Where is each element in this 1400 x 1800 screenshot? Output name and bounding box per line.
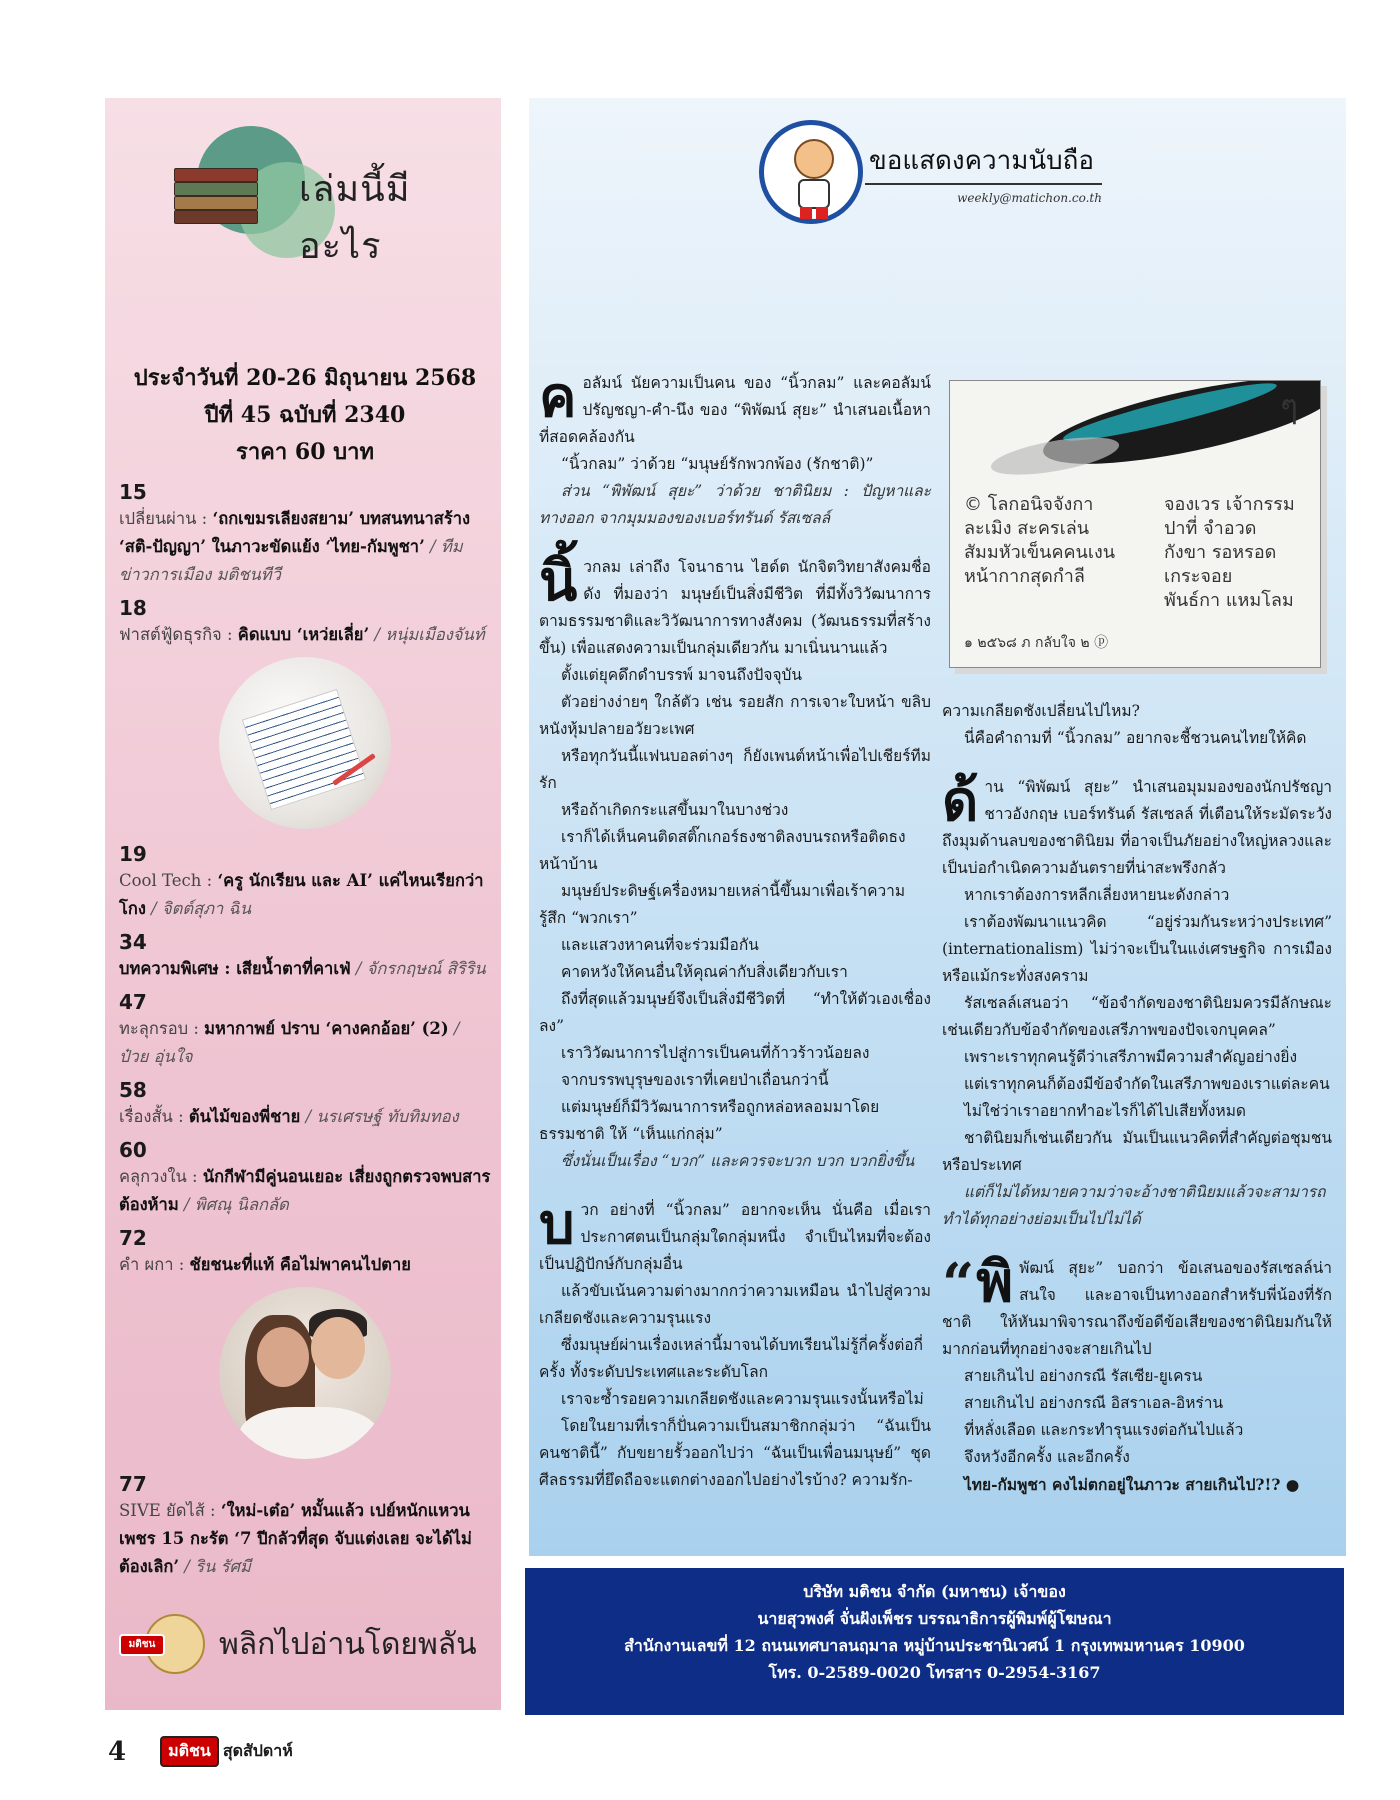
- paragraph-text: ไม่ใช่ว่าเราอยากทำอะไรก็ได้ไปเสียทั้งหมด: [964, 1102, 1246, 1120]
- letter-paragraph: [942, 1071, 1332, 1098]
- toc-page-number: 34: [119, 930, 147, 954]
- toc-page-number: 72: [119, 1226, 147, 1250]
- letter-paragraph: [942, 769, 1332, 882]
- toc-page-number: 58: [119, 1078, 147, 1102]
- paragraph-text: พัฒน์ สุยะ” บอกว่า ข้อเสนอของรัสเซลล์น่าสนใจ และอาจเป็นทางออกสำหรับพี่น้องที่รักชาติ ให้หันมาพิจารณาถึงข้อดีข้อเสียของชาตินิยมกันให้มากก่อนที่ทุกอย่างจะสายเกินไป: [942, 1259, 1332, 1358]
- artwork-corner-mark: ๆ: [1280, 387, 1299, 427]
- letter-paragraph: [942, 882, 1332, 909]
- letter-paragraph: [539, 662, 931, 689]
- paragraph-text: าน “พิพัฒน์ สุยะ” นำเสนอมุมมองของนักปรัชญาชาวอังกฤษ เบอร์ทรันด์ รัสเซลล์ ที่เตือนให้ระมัดระวัง ถึงมุมด้านลบของชาตินิยม ที่อาจเป็นภัยอย่างใหญ่หลวงและเป็นบ่อกำเนิดความอันตรายที่น่าสะพรึงกลัว: [942, 778, 1332, 877]
- publisher-phone: โทร. 0-2589-0020 โทรสาร 0-2954-3167: [768, 1663, 1101, 1682]
- paragraph-text: นี่คือคำถามที่ “นิ้วกลม” อยากจะชี้ชวนคนไทยให้คิด: [964, 729, 1307, 747]
- books-icon: [174, 168, 264, 238]
- page-footer: [108, 1736, 293, 1767]
- toc-section: ฟาสต์ฟู้ดธุรกิจ :: [119, 625, 233, 644]
- letter-paragraph: [942, 725, 1332, 752]
- paragraph-text: มนุษย์ประดิษฐ์เครื่องหมายเหล่านี้ขึ้นมาเพื่อเร้าความรู้สึก “พวกเรา”: [539, 882, 906, 927]
- toc-title: ‘ใหม่-เต๋อ’ หมั้นแล้ว เปย์หนักแหวนเพชร 15 กะรัต ‘7 ปีกลัวที่สุด จับแต่งเลย จะได้ไม่ต้องเลิก’: [119, 1501, 472, 1576]
- letter-paragraph: [942, 1179, 1332, 1233]
- letter-paragraph: [539, 878, 931, 932]
- publisher-address: สำนักงานเลขที่ 12 ถนนเทศบาลนฤมาล หมู่บ้านประชานิเวศน์ 1 กรุงเทพมหานคร 10900: [624, 1636, 1245, 1655]
- toc-title: ‘ถกเขมรเลียงสยาม’ บทสนทนาสร้าง ‘สติ-ปัญญา’ ในภาวะขัดแย้ง ‘ไทย-กัมพูชา’: [119, 509, 471, 556]
- publisher-owner: บริษัท มติชน จำกัด (มหาชน) เจ้าของ: [803, 1582, 1066, 1601]
- publisher-editor: นายสุวพงศ์ จั่นฝังเพ็ชร บรรณาธิการผู้พิมพ์ผู้โฆษณา: [757, 1609, 1112, 1628]
- section-gap: [942, 752, 1332, 774]
- letter-paragraph: [539, 1067, 931, 1094]
- paragraph-text: ถึงที่สุดแล้วมนุษย์จึงเป็นสิ่งมีชีวิตที่ “ทำให้ตัวเองเชื่องลง”: [539, 990, 931, 1035]
- letter-paragraph: [539, 549, 931, 662]
- toc-entry[interactable]: [119, 1471, 491, 1581]
- paragraph-text: เราก็ได้เห็นคนติดสติ๊กเกอร์ธงชาติลงบนรถหรือติดธงหน้าบ้าน: [539, 828, 906, 873]
- table-of-contents: [119, 479, 491, 1581]
- paragraph-text: จากบรรพบุรุษของเราที่เคยป่าเถื่อนกว่านี้: [561, 1071, 829, 1089]
- letter-paragraph: [942, 1471, 1332, 1498]
- letter-paragraph: [539, 1192, 931, 1278]
- letter-paragraph: [942, 1363, 1332, 1390]
- letter-paragraph: [942, 1098, 1332, 1125]
- letter-paragraph: [539, 1148, 931, 1175]
- letter-paragraph: [539, 365, 931, 451]
- letter-paragraph: [942, 990, 1332, 1044]
- paragraph-text: คาดหวังให้คนอื่นให้คุณค่ากับสิ่งเดียวกับเรา: [561, 963, 848, 981]
- drop-cap: พิ: [976, 1250, 1014, 1315]
- paragraph-text: ซึ่งนั่นเป็นเรื่อง “บวก” และควรจะบวก บวก บวกยิ่งขึ้น: [561, 1152, 915, 1170]
- drop-cap: ด้: [942, 769, 979, 834]
- paragraph-text: ส่วน “พิพัฒน์ สุยะ” ว่าด้วย ชาตินิยม : ปัญหาและทางออก จากมุมมองของเบอร์ทรันด์ รัสเซลล์: [539, 482, 931, 527]
- toc-page-number: 77: [119, 1472, 147, 1496]
- section-gap: [539, 532, 931, 554]
- toc-title: นักกีฬามีคู่นอนเยอะ เสี่ยงถูกตรวจพบสารต้องห้าม: [119, 1167, 491, 1214]
- paragraph-text: ซึ่งมนุษย์ผ่านเรื่องเหล่านี้มาจนได้บทเรียนไม่รู้กี่ครั้งต่อกี่ครั้ง ทั้งระดับประเทศและระดับโลก: [539, 1336, 923, 1381]
- toc-title: ‘ครู นักเรียน และ AI’ แค่ไหนเรียกว่าโกง: [119, 871, 484, 918]
- toc-section: ทะลุกรอบ :: [119, 1019, 199, 1038]
- toc-author: / หนุ่มเมืองจันท์: [374, 625, 485, 644]
- issue-date: ประจำวันที่ 20-26 มิถุนายน 2568: [133, 365, 477, 391]
- issue-info: [119, 360, 491, 471]
- letter-paragraph: [539, 451, 931, 478]
- toc-page-number: 60: [119, 1138, 147, 1162]
- letters-section: [529, 98, 1346, 1556]
- toc-author: / จิตต์สุภา ฉิน: [151, 899, 252, 918]
- letter-paragraph: [539, 824, 931, 878]
- paragraph-text: โดยในยามที่เราก็ปั่นความเป็นสมาชิกกลุ่มว่า “ฉันเป็นคนชาตินี้” กับขยายรั้วออกไปว่า “ฉันเป็นเพื่อนมนุษย์” ชุดศีลธรรมที่ยึดถือจะแตกต่างออกไปอย่างไรบ้าง? ความรัก-: [539, 1417, 931, 1489]
- paragraph-text: “นิ้วกลม” ว่าด้วย “มนุษย์รักพวกพ้อง (รักชาติ)”: [561, 455, 874, 473]
- letter-paragraph: [942, 1125, 1332, 1179]
- toc-title: คิดแบบ ‘เหว่ยเลี่ย’: [237, 625, 370, 644]
- paragraph-text: แต่เราทุกคนก็ต้องมีข้อจำกัดในเสรีภาพของเราแต่ละคน: [964, 1075, 1330, 1093]
- toc-author: / ทีมข่าวการเมือง มติชนทีวี: [119, 537, 463, 584]
- paragraph-text: และแสวงหาคนที่จะร่วมมือกัน: [561, 936, 759, 954]
- toc-section: SIVE ยัดไส้ :: [119, 1501, 216, 1520]
- paragraph-text: เราจะซ้ำรอยความเกลียดชังและความรุนแรงนั้นหรือไม่: [561, 1390, 924, 1408]
- mascot-icon: [128, 1614, 205, 1674]
- paragraph-text: เราต้องพัฒนาแนวคิด “อยู่ร่วมกันระหว่างประเทศ” (internationalism) ไม่ว่าจะเป็นในแง่เศรษฐกิจ การเมือง หรือแม้กระทั่งสงคราม: [942, 913, 1332, 985]
- letter-column-2: [942, 698, 1332, 1498]
- handwritten-artwork: [949, 380, 1321, 668]
- toc-title: บทความพิเศษ : เสียน้ำตาที่คาเฟ่: [119, 959, 351, 978]
- letter-paragraph: [942, 1417, 1332, 1444]
- toc-section: Cool Tech :: [119, 871, 213, 890]
- paragraph-text: เพราะเราทุกคนรู้ดีว่าเสรีภาพมีความสำคัญอย่างยิ่ง: [964, 1048, 1298, 1066]
- flip-to-read-note: [128, 1614, 477, 1674]
- contents-title: เล่มนี้มีอะไร: [299, 169, 411, 267]
- paragraph-text: รัสเซลล์เสนอว่า “ข้อจำกัดของชาตินิยมควรมีลักษณะเช่นเดียวกับข้อจำกัดของเสรีภาพของปัจเจกบุคคล”: [942, 994, 1332, 1039]
- paragraph-text: แต่มนุษย์ก็มีวิวัฒนาการหรือถูกหล่อหลอมมาโดยธรรมชาติ ให้ “เห็นแก่กลุ่ม”: [539, 1098, 880, 1143]
- paragraph-text: สายเกินไป อย่างกรณี รัสเซีย-ยูเครน: [964, 1367, 1203, 1385]
- toc-entry[interactable]: [119, 479, 491, 589]
- toc-title: มหากาพย์ ปราบ ‘คางคกอ้อย’ (2): [204, 1019, 449, 1038]
- letter-paragraph: [942, 1390, 1332, 1417]
- letter-paragraph: [942, 909, 1332, 990]
- toc-author: / พิศณุ นิลกลัด: [183, 1195, 289, 1214]
- toc-title: ต้นไม้ของพี่ชาย: [188, 1107, 301, 1126]
- issue-price: ราคา 60 บาท: [236, 439, 374, 465]
- paragraph-text: แล้วขับเน้นความต่างมากกว่าความเหมือน นำไปสู่ความเกลียดชังและความรุนแรง: [539, 1282, 931, 1327]
- letters-title: ขอแสดงความนับถือ: [865, 140, 1102, 185]
- toc-page-number: 47: [119, 990, 147, 1014]
- toc-entry[interactable]: [119, 989, 491, 1071]
- paragraph-text: หรือถ้าเกิดกระแสขึ้นมาในบางช่วง: [561, 801, 789, 819]
- toc-entry[interactable]: [119, 1137, 491, 1219]
- toc-entry[interactable]: [119, 929, 491, 983]
- letter-paragraph: [539, 986, 931, 1040]
- toc-entry[interactable]: [119, 1225, 491, 1279]
- letter-paragraph: [539, 932, 931, 959]
- letter-paragraph: [539, 1094, 931, 1148]
- letters-header: [759, 120, 1102, 224]
- toc-page-number: 19: [119, 842, 147, 866]
- paragraph-text: วกลม เล่าถึง โจนาธาน ไฮด์ต นักจิตวิทยาสังคมชื่อดัง ที่มองว่า มนุษย์เป็นสิ่งมีชีวิต ที่มีทั้งวิวัฒนาการตามธรรมชาติและวิวัฒนาการทางสังคม (วัฒนธรรมที่สร้างขึ้น) เพื่อแสดงความเป็นกลุ่มเดียวกัน มาเนิ่นนานแล้ว: [539, 558, 931, 657]
- letter-paragraph: [942, 1044, 1332, 1071]
- letter-paragraph: [539, 1413, 931, 1494]
- paragraph-text: แต่ก็ไม่ได้หมายความว่าจะอ้างชาตินิยมแล้วจะสามารถทำได้ทุกอย่างย่อมเป็นไปไม่ได้: [942, 1183, 1326, 1228]
- drop-cap: ค: [539, 365, 577, 430]
- contents-header: [119, 98, 491, 267]
- letter-paragraph: [539, 959, 931, 986]
- toc-entry[interactable]: [119, 595, 491, 649]
- paragraph-text: ที่หลั่งเลือด และกระทำรุนแรงต่อกันไปแล้ว: [964, 1421, 1244, 1439]
- paragraph-text: ตั้งแต่ยุคดึกดำบรรพ์ มาจนถึงปัจจุบัน: [561, 666, 802, 684]
- mascot-boy-icon: [759, 120, 863, 224]
- paragraph-text: สายเกินไป อย่างกรณี อิสราเอล-อิหร่าน: [964, 1394, 1224, 1412]
- artwork-verse-right: จองเวร เจ้ากรรม ปาที่ จำอวด กังขา รอหรอด เกระจอย พันธ์กา แหมโลม: [1164, 494, 1295, 611]
- flip-note-text: พลิกไปอ่านโดยพลัน: [219, 1626, 477, 1662]
- publisher-info: [525, 1568, 1344, 1715]
- toc-author: / ริน รัศมี: [184, 1557, 251, 1576]
- paragraph-text: เราวิวัฒนาการไปสู่การเป็นคนที่ก้าวร้าวน้อยลง: [561, 1044, 870, 1062]
- artwork-verse-left: © โลกอนิจจังกา ละเมิง สะครเล่น สัมมหัวเข็นคคนเงน หน้ากากสุดกำลี: [964, 494, 1116, 587]
- notebook-writing-photo: [219, 657, 391, 829]
- letter-paragraph: [942, 1444, 1332, 1471]
- letter-paragraph: [942, 1250, 1332, 1363]
- paragraph-text: จึงหวังอีกครั้ง และอีกครั้ง: [964, 1448, 1130, 1466]
- paragraph-text: ชาตินิยมก็เช่นเดียวกัน มันเป็นแนวคิดที่สำคัญต่อชุมชนหรือประเทศ: [942, 1129, 1332, 1174]
- letter-column-1: [539, 365, 931, 1494]
- toc-title: ชัยชนะที่แท้ คือไม่พาคนไปตาย: [189, 1255, 411, 1274]
- letter-paragraph: [942, 698, 1332, 725]
- couple-photo: [219, 1287, 391, 1459]
- letter-paragraph: [539, 1040, 931, 1067]
- quote-mark: “: [942, 1251, 975, 1317]
- toc-author: / ป๋วย อุ่นใจ: [119, 1019, 460, 1066]
- toc-entry[interactable]: [119, 1077, 491, 1131]
- toc-page-number: 15: [119, 480, 147, 504]
- letters-email-link[interactable]: weekly@matichon.co.th: [957, 190, 1102, 205]
- section-gap: [539, 1175, 931, 1197]
- drop-cap: นิ้: [539, 549, 578, 614]
- drop-cap: บ: [539, 1192, 575, 1257]
- contents-sidebar: [105, 98, 501, 1710]
- letter-paragraph: [539, 1278, 931, 1332]
- toc-entry[interactable]: [119, 841, 491, 923]
- magazine-logo: มติชน: [160, 1736, 219, 1767]
- paragraph-text: ตัวอย่างง่ายๆ ใกล้ตัว เช่น รอยสัก การเจาะใบหน้า ขลิบหนังหุ้มปลายอวัยวะเพศ: [539, 693, 931, 738]
- toc-section: เปลี่ยนผ่าน :: [119, 509, 208, 528]
- letter-paragraph: [539, 478, 931, 532]
- letter-paragraph: [539, 743, 931, 797]
- toc-section: คลุกวงใน :: [119, 1167, 198, 1186]
- paragraph-text: ไทย-กัมพูชา คงไม่ตกอยู่ในภาวะ สายเกินไป?!? ●: [964, 1475, 1300, 1494]
- page-number: 4: [108, 1736, 127, 1767]
- toc-author: / จักรกฤษณ์ สิริริน: [355, 959, 486, 978]
- toc-author: / นรเศรษฐ์ ทับทิมทอง: [305, 1107, 459, 1126]
- mascot-logo-tag: มติชน: [119, 1634, 165, 1656]
- paragraph-text: ความเกลียดชังเปลี่ยนไปไหม?: [942, 702, 1140, 720]
- paragraph-text: วก อย่างที่ “นิ้วกลม” อยากจะเห็น นั่นคือ เมื่อเราประกาศตนเป็นกลุ่มใดกลุ่มหนึ่ง จำเป็นไหมที่จะต้องเป็นปฏิปักษ์กับกลุ่มอื่น: [539, 1201, 931, 1273]
- letter-paragraph: [539, 1386, 931, 1413]
- paragraph-text: หากเราต้องการหลีกเลี่ยงหายนะดังกล่าว: [964, 886, 1230, 904]
- artwork-signature: ๑ ๒๕๖๘ ภ กลับใจ ๒ ⓟ: [964, 635, 1109, 651]
- toc-section: คำ ผกา :: [119, 1255, 185, 1274]
- letter-paragraph: [539, 1332, 931, 1386]
- paragraph-text: อลัมน์ นัยความเป็นคน ของ “นิ้วกลม” และคอลัมน์ ปรัญชญา-คำ-นึง ของ “พิพัฒน์ สุยะ” นำเสนอเนื้อหาที่สอดคล้องกัน: [539, 374, 931, 446]
- magazine-subtitle: สุดสัปดาห์: [222, 1741, 293, 1760]
- issue-number: ปีที่ 45 ฉบับที่ 2340: [204, 402, 406, 428]
- letter-paragraph: [539, 797, 931, 824]
- toc-section: เรื่องสั้น :: [119, 1107, 184, 1126]
- toc-page-number: 18: [119, 596, 147, 620]
- paragraph-text: หรือทุกวันนี้แฟนบอลต่างๆ ก็ยังเพนต์หน้าเพื่อไปเชียร์ทีมรัก: [539, 747, 931, 792]
- letter-paragraph: [539, 689, 931, 743]
